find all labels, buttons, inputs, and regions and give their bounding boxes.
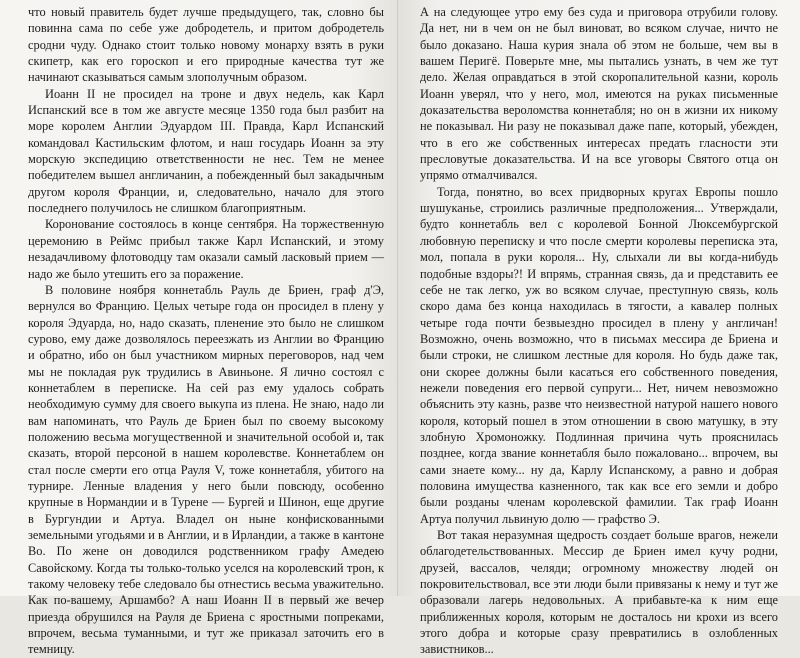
left-page <box>0 0 398 657</box>
paragraph: Коронование состоялось в конце сентября. На торжественную церемонию в Реймс прибыл также Карл Испанский, и этому незадачливому флотоводцу там оказали самый ласковый прием — надо же было утешить его за поражение. <box>28 217 384 281</box>
right-page <box>398 0 800 657</box>
paragraph: Вот такая неразумная щедрость создает больше врагов, нежели облагодетельствованных. Мессир де Бриен имел кучу родни, друзей, вассалов, челяди; огромному множеству людей он покровительствовал, все эти люди были привязаны к нему и тут же образовали лагерь недовольных. А прибавьте-ка к ним еще приближенных короля, которым не досталось ни крохи из всего этого добра и которые сразу превратились в озлобленных завистников... <box>420 528 778 657</box>
right-page-text <box>420 4 778 658</box>
paragraph: что новый правитель будет лучше предыдущего, так, словно бы повинна сама по себе уже добродетель, и притом добродетель сродни чуду. Однако стоит только новому монарху взять в руки скипетр, как его гороскоп и его природные качества тут же начинают сказываться самым злополучным образом. <box>28 5 384 85</box>
left-page-text <box>28 4 384 658</box>
paragraph: А на следующее утро ему без суда и приговора отрубили голову. Да нет, ни в чем он не был виноват, во всяком случае, ничто не было доказано. Наша курия знала об этом не больше, чем вы в вашем Перигё. Поверьте мне, мы пытались узнать, в чем же тут дело. Желая оправдаться в этой скоропалительной казни, король Иоанн уверял, что у него, мол, имеются на руках письменные доказательства вероломства коннетабля; но он в жизни их никому не показывал. Ни разу не показывал даже папе, который, убежден, что в его же собственных интересах предать гласности эти пресловутые доказательства. И на все уговоры Святого отца он упрямо отмалчивался. <box>420 5 778 183</box>
paragraph: Иоанн II не просидел на троне и двух недель, как Карл Испанский все в том же августе месяце 1350 года был разбит на море королем Англии Эдуардом III. Правда, Карл Испанский командовал Кастильским флотом, и наш государь Иоанн за эту морскую экспедицию ответственности не нес. Тем не менее победителем вышел англичанин, а побежденный был закадычным другом короля Франции, и, следовательно, начало для этого последнего получилось не слишком благоприятным. <box>28 86 384 216</box>
paragraph: Тогда, понятно, во всех придворных кругах Европы пошло шушуканье, строились различные предположения... Утверждали, будто коннетабль вел с королевой Бонной Люксембургской любовную переписку и что после смерти королевы переписка эта, мол, попала в руки короля... Ну, слыхали ли вы когда-нибудь подобные вздоры?! И впрямь, странная связь, да и представить ее себе не так легко, уж во всяком случае, преступную связь, коль скоро дама без конца находилась в тягости, а кавалер полных четыре года почти безвыездно просидел в плену у англичан! Возможно, очень возможно, что в письмах мессира де Бриена и были строки, не слишком лестные для короля. Но будь даже так, они скорее должны были касаться его собственного поведения, нежели поведения его первой супруги... Нет, ничем невозможно объяснить эту казнь, разве что неизвестной натурой нашего нового короля, который пошел в этом отношении в свою матушку, в эту злобную Хромоножку. Подлинная причина чуть прояснилась позднее, когда звание коннетабля было пожаловано... впрочем, вы сами знаете кому... ну да, Карлу Испанскому, а равно и добрая половина имущества казненного, так как все его земли и добро были розданы членам королевской фамилии. Так граф Иоанн Артуа получил львиную долю — графство Э. <box>420 184 778 526</box>
paragraph: В половине ноября коннетабль Рауль де Бриен, граф д'Э, вернулся во Францию. Целых четыре года он просидел в плену у короля Эдуарда, но, надо сказать, пленение это было не слишком сурово, ему даже дозволялось переезжать из Англии во Францию и обратно, ибо он был участником мирных переговоров, над чем мы не покладая рук трудились в Авиньоне. Я лично состоял с коннетаблем в переписке. На сей раз ему удалось собрать необходимую сумму для своего выкупа из плена. Не знаю, надо ли вам напоминать, что Рауль де Бриен был по своему высокому положению весьма могущественной и значительной особой и, так сказать, второй персоной в нашем королевстве. Коннетаблем он стал после смерти его отца Рауля V, тоже коннетабля, убитого на турнире. Ленные владения у него были повсюду, особенно крупные в Нормандии и в Турене — Бургей и Шинон, еще другие в Бургундии и Артуа. Владел он ныне конфискованными земельными угодьями и в Англии, и в Ирландии, а также в кантоне Во. По жене он доводился родственником графу Амедею Савойскому. Когда ты только-только уселся на королевский трон, к такому человеку тебе следовало бы отнестись весьма уважительно. Как по-вашему, Аршамбо? А наш Иоанн II в первый же вечер приезда обрушился на Рауля де Бриена с яростными попреками, впрочем, весьма туманными, и тут же приказал заточить его в темницу. <box>28 282 384 657</box>
